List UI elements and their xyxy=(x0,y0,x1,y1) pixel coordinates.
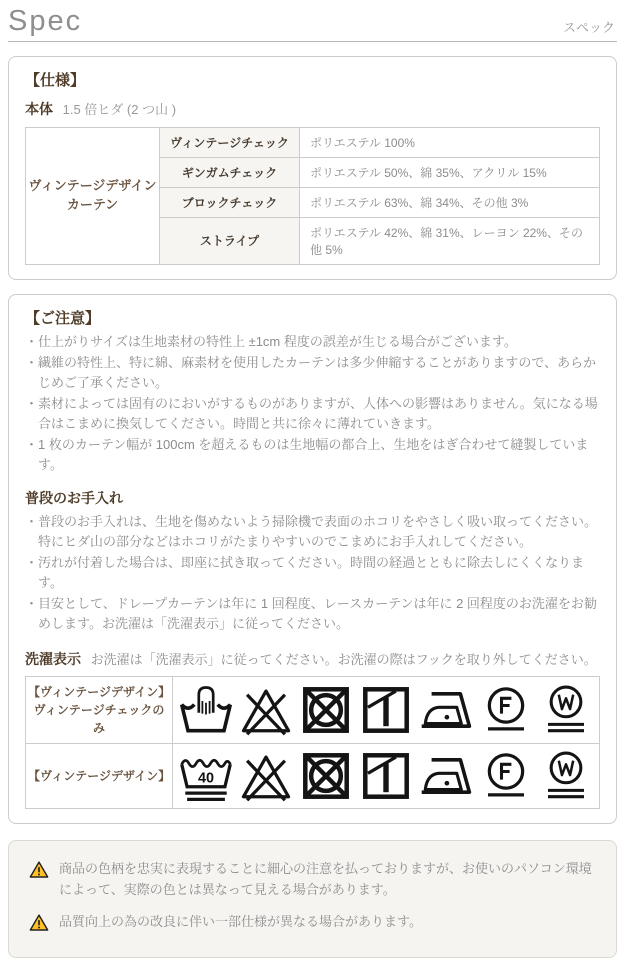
spec-group-line2: カーテン xyxy=(66,196,119,212)
table-row xyxy=(26,677,600,744)
pattern-cell: ヴィンテージチェック xyxy=(160,127,300,157)
care-item-text: 目安として、ドレープカーテンは年に 1 回程度、レースカーテンは年に 2 回程度のお洗濯をお勧めします。お洗濯は「洗濯表示」に従ってください。 xyxy=(38,596,597,631)
laundry-symbols-cell xyxy=(173,744,600,809)
list-item xyxy=(25,394,600,433)
spec-body-value: 1.5 倍ヒダ (2 つ山 ) xyxy=(62,101,177,117)
hand-wash-icon xyxy=(179,683,233,737)
machine-wash-40-icon xyxy=(179,749,233,803)
line-dry-in-shade-icon xyxy=(359,683,413,737)
list-item xyxy=(25,594,600,633)
do-not-bleach-icon xyxy=(239,683,293,737)
laundry-heading: 洗濯表示 xyxy=(25,651,81,668)
spec-body-line xyxy=(25,99,600,119)
spec-body-label: 本体 xyxy=(25,100,53,117)
notice-item-text: 素材によっては固有のにおいがするものがありますが、人体への影響はありません。気になる場合はこまめに換気してください。時間と共に徐々に薄れていきます。 xyxy=(38,396,598,431)
laundry-row-label xyxy=(26,744,173,809)
care-heading: 普段のお手入れ xyxy=(25,490,123,507)
footer-note-text: 品質向上の為の改良に伴い一部仕様が異なる場合があります。 xyxy=(59,913,422,929)
bullet: ・ xyxy=(25,555,39,571)
pattern-cell: ストライプ xyxy=(160,217,300,264)
laundry-table xyxy=(25,676,600,809)
footer-note xyxy=(29,859,596,899)
do-not-tumble-dry-icon xyxy=(299,749,353,803)
list-item xyxy=(25,332,600,352)
footer-note-text: 商品の色柄を忠実に表現することに細心の注意を払っておりますが、お使いのパソコン環境によって、実際の色とは異なって見える場合があります。 xyxy=(59,861,592,897)
laundry-label-line1: 【ヴィンテージデザイン】 xyxy=(28,769,171,784)
spec-table xyxy=(25,127,600,265)
list-item xyxy=(25,353,600,392)
warning-icon xyxy=(29,913,49,933)
wet-clean-w-icon xyxy=(539,749,593,803)
dry-clean-f-icon xyxy=(479,683,533,737)
bullet: ・ xyxy=(25,514,39,530)
composition-cell: ポリエステル 50%、綿 35%、アクリル 15% xyxy=(300,157,600,187)
footer-notes-section xyxy=(8,840,617,957)
table-row xyxy=(26,127,600,157)
composition-cell: ポリエステル 100% xyxy=(300,127,600,157)
iron-low-heat-icon xyxy=(419,683,473,737)
care-list xyxy=(25,512,600,633)
laundry-label-line1: 【ヴィンテージデザイン】 xyxy=(28,685,171,700)
iron-low-heat-icon xyxy=(419,749,473,803)
list-item xyxy=(25,512,600,551)
composition-cell: ポリエステル 63%、綿 34%、その他 3% xyxy=(300,187,600,217)
care-item-text: 普段のお手入れは、生地を傷めないよう掃除機で表面のホコリをやさしく吸い取ってください。特にヒダ山の部分などはホコリがたまりやすいのでこまめにお手入れしてください。 xyxy=(38,514,598,549)
bullet: ・ xyxy=(25,355,39,371)
page-header xyxy=(8,6,617,42)
notice-item-text: 1 枚のカーテン幅が 100cm を超えるものは生地幅の都合上、生地をはぎ合わせて縫製しています。 xyxy=(38,437,589,472)
laundry-symbols-cell xyxy=(173,677,600,744)
pattern-cell: ギンガムチェック xyxy=(160,157,300,187)
do-not-bleach-icon xyxy=(239,749,293,803)
spec-heading: 【仕様】 xyxy=(25,71,86,89)
warning-icon xyxy=(29,860,49,880)
care-item-text: 汚れが付着した場合は、即座に拭き取ってください。時間の経過とともに除去しにくくなります。 xyxy=(38,555,585,590)
notice-heading: 【ご注意】 xyxy=(25,309,101,327)
line-dry-in-shade-icon xyxy=(359,749,413,803)
bullet: ・ xyxy=(25,596,39,612)
notice-item-text: 繊維の特性上、特に綿、麻素材を使用したカーテンは多少伸縮することがありますので、あらかじめご了承ください。 xyxy=(38,355,597,390)
do-not-tumble-dry-icon xyxy=(299,683,353,737)
bullet: ・ xyxy=(25,333,39,349)
list-item xyxy=(25,553,600,592)
spec-section xyxy=(8,56,617,280)
spec-group-line1: ヴィンテージデザイン xyxy=(28,178,157,194)
page-title: Spec xyxy=(8,5,83,37)
bullet: ・ xyxy=(25,437,39,453)
table-row xyxy=(26,744,600,809)
pattern-cell: ブロックチェック xyxy=(160,187,300,217)
laundry-row-label xyxy=(26,677,173,744)
notice-item-text: 仕上がりサイズは生地素材の特性上 ±1cm 程度の誤差が生じる場合がございます。 xyxy=(38,333,517,349)
footer-note xyxy=(29,912,596,933)
wet-clean-w-icon xyxy=(539,683,593,737)
laundry-heading-line xyxy=(25,649,600,669)
list-item xyxy=(25,435,600,474)
bullet: ・ xyxy=(25,396,39,412)
laundry-description: お洗濯は「洗濯表示」に従ってください。お洗濯の際はフックを取り外してください。 xyxy=(90,652,597,668)
laundry-label-line2: ヴィンテージチェックのみ xyxy=(33,703,165,736)
spec-group-cell xyxy=(26,127,160,264)
composition-cell: ポリエステル 42%、綿 31%、レーヨン 22%、その他 5% xyxy=(300,217,600,264)
notice-list xyxy=(25,332,600,475)
page-subtitle: スペック xyxy=(562,19,615,35)
svg-text:40: 40 xyxy=(197,770,215,787)
notice-section xyxy=(8,294,617,825)
dry-clean-f-icon xyxy=(479,749,533,803)
